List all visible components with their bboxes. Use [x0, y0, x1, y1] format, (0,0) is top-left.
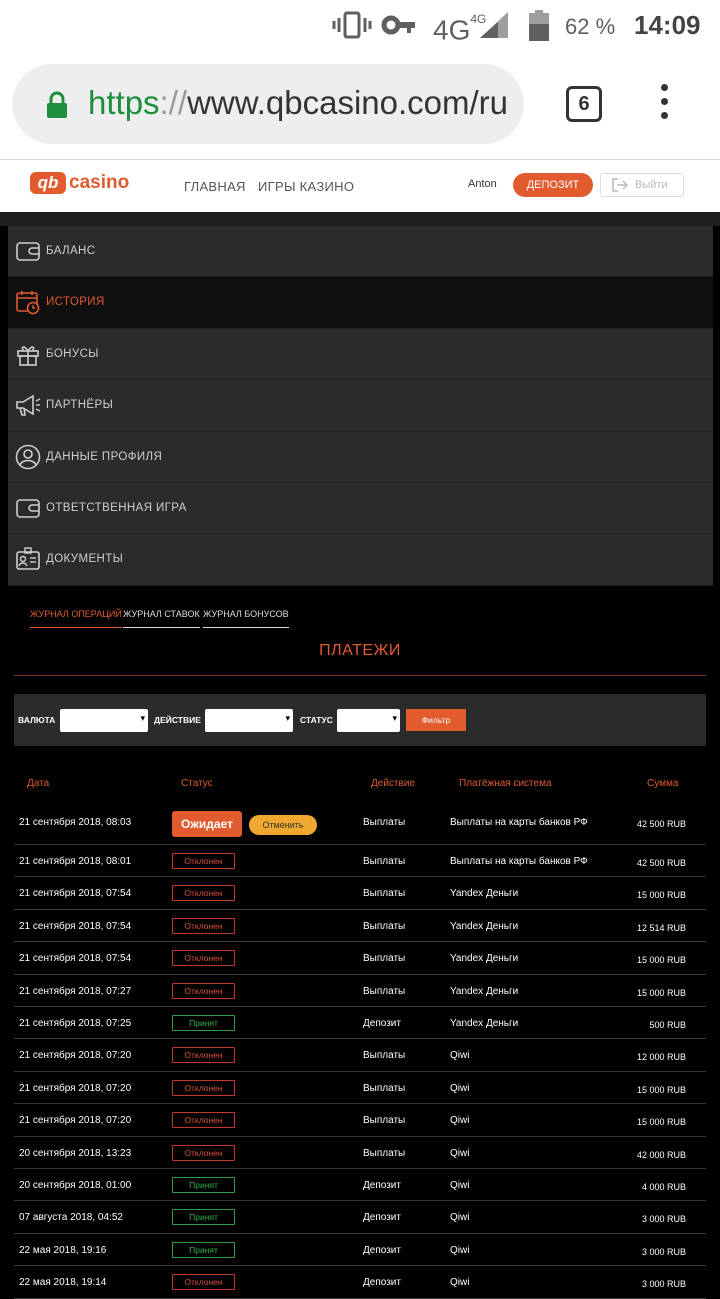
row-amount: 3 000 RUB	[641, 1279, 686, 1290]
table-row	[14, 1104, 706, 1136]
status-badge: Принят	[172, 1209, 235, 1225]
row-payment-system: Выплаты на карты банков РФ	[450, 856, 588, 867]
address-bar[interactable]	[12, 64, 524, 144]
row-date: 21 сентября 2018, 07:54	[19, 953, 132, 965]
browser-toolbar	[0, 52, 720, 160]
status-badge: Отклонен	[172, 853, 235, 869]
row-amount: 15 000 RUB	[636, 1084, 686, 1095]
row-payment-system: Qiwi	[450, 1050, 470, 1062]
nav-main-link[interactable]: ГЛАВНАЯ	[184, 179, 246, 194]
status-badge: Отклонен	[172, 1274, 235, 1290]
clock: 14:09	[634, 10, 701, 40]
logout-icon	[611, 178, 629, 192]
menu-item-label: БОНУСЫ	[46, 347, 99, 360]
table-row	[14, 942, 706, 974]
status-bar	[0, 0, 720, 52]
table-row	[14, 1007, 706, 1039]
row-action: Депозит	[363, 1212, 401, 1224]
row-action: Выплаты	[363, 888, 406, 900]
row-payment-system: Qiwi	[450, 1082, 470, 1094]
battery-percent: 62 %	[565, 14, 616, 39]
status-label: СТАТУС	[300, 715, 333, 725]
row-amount: 12 514 RUB	[636, 922, 686, 933]
menu-item-documents[interactable]	[8, 534, 713, 585]
menu-item-label: ОТВЕТСТВЕННАЯ ИГРА	[46, 501, 187, 514]
row-action: Выплаты	[363, 1115, 406, 1127]
menu-item-label: ДАННЫЕ ПРОФИЛЯ	[46, 450, 163, 463]
row-action: Выплаты	[363, 856, 406, 867]
username[interactable]: Anton	[468, 178, 497, 190]
column-header-amount: Сумма	[647, 778, 679, 789]
menu-item-label: БАЛАНС	[46, 245, 96, 257]
vibrate-icon	[334, 12, 370, 44]
menu-item-label: ДОКУМЕНТЫ	[46, 553, 124, 566]
site-logo[interactable]	[30, 172, 129, 194]
network-type-small: 4G	[470, 12, 487, 26]
row-amount: 3 000 RUB	[641, 1246, 686, 1257]
logout-label: Выйти	[635, 179, 668, 191]
currency-select[interactable]	[60, 709, 148, 732]
row-action: Депозит	[363, 1277, 401, 1289]
row-amount: 42 500 RUB	[636, 819, 686, 829]
logo-text: casino	[69, 172, 130, 193]
table-row	[14, 1072, 706, 1104]
row-amount: 3 000 RUB	[641, 1214, 686, 1225]
table-row	[14, 1169, 706, 1201]
url-host: www.qbcasino.com/ru	[187, 84, 509, 121]
table-row	[14, 801, 706, 845]
signal-icon	[478, 10, 510, 46]
column-header-action: Действие	[371, 778, 415, 789]
row-amount: 15 000 RUB	[636, 1117, 686, 1128]
url-separator: ://	[159, 84, 188, 121]
row-amount: 15 000 RUB	[636, 890, 686, 901]
nav-casino-games-link[interactable]: ИГРЫ КАЗИНО	[258, 179, 355, 194]
status-badge: Отклонен	[172, 950, 235, 966]
page-title: ПЛАТЕЖИ	[319, 642, 401, 659]
status-badge: Отклонен	[172, 885, 235, 901]
row-date: 21 сентября 2018, 08:01	[19, 856, 132, 867]
table-row	[14, 1234, 706, 1266]
user-icon	[15, 444, 41, 470]
row-date: 21 сентября 2018, 08:03	[19, 817, 132, 828]
filter-button[interactable]: Фильтр	[406, 709, 466, 731]
tab-switcher-button[interactable]: 6	[566, 86, 602, 122]
row-amount: 12 000 RUB	[636, 1052, 686, 1063]
action-select[interactable]	[205, 709, 293, 732]
status-badge: Отклонен	[172, 918, 235, 934]
row-date: 21 сентября 2018, 07:54	[19, 888, 132, 900]
filter-bar	[14, 694, 706, 746]
row-payment-system: Qiwi	[450, 1212, 470, 1224]
table-row	[14, 975, 706, 1007]
wallet-icon	[15, 238, 41, 264]
menu-item-history[interactable]	[8, 277, 713, 328]
row-date: 21 сентября 2018, 07:20	[19, 1115, 132, 1127]
wallet-icon	[15, 495, 41, 521]
status-select[interactable]	[337, 709, 400, 732]
url-text	[88, 82, 508, 124]
calendar-clock-icon	[15, 289, 41, 315]
row-payment-system: Выплаты на карты банков РФ	[450, 817, 588, 828]
row-amount: 4 000 RUB	[641, 1182, 686, 1192]
column-header-status: Статус	[181, 778, 213, 789]
row-action: Выплаты	[363, 817, 406, 828]
status-badge: Принят	[172, 1015, 235, 1031]
row-payment-system: Qiwi	[450, 1244, 470, 1256]
site-header	[0, 160, 720, 212]
row-payment-system: Yandex Деньги	[450, 985, 519, 997]
status-badge: Отклонен	[172, 1112, 235, 1128]
status-badge: Ожидает	[172, 811, 242, 837]
menu-item-label: ПАРТНЁРЫ	[46, 399, 114, 412]
row-action: Выплаты	[363, 1050, 406, 1062]
table-row	[14, 910, 706, 942]
network-type: $4G^{4G}$	[433, 12, 487, 46]
row-payment-system: Yandex Деньги	[450, 920, 519, 932]
status-badge: Отклонен	[172, 1047, 235, 1063]
megaphone-icon	[15, 392, 41, 418]
menu-item-responsible-gaming[interactable]	[8, 483, 713, 534]
row-action: Депозит	[363, 1180, 401, 1191]
vpn-key-icon	[382, 12, 416, 42]
logout-button[interactable]	[600, 173, 684, 197]
row-date: 21 сентября 2018, 07:20	[19, 1050, 132, 1062]
row-action: Выплаты	[363, 1082, 406, 1094]
tab-bonuses-journal[interactable]: ЖУРНАЛ БОНУСОВ	[203, 609, 289, 628]
row-payment-system: Qiwi	[450, 1277, 470, 1289]
row-payment-system: Qiwi	[450, 1115, 470, 1127]
column-header-payment-system: Платёжная система	[459, 778, 552, 789]
row-action: Депозит	[363, 1244, 401, 1256]
status-badge: Принят	[172, 1242, 235, 1258]
row-action: Выплаты	[363, 953, 406, 965]
row-action: Выплаты	[363, 920, 406, 932]
logo-badge: qb	[30, 172, 66, 194]
row-date: 21 сентября 2018, 07:27	[19, 985, 132, 997]
account-menu	[8, 226, 713, 586]
url-scheme: https	[88, 84, 160, 121]
menu-item-balance[interactable]	[8, 226, 713, 277]
row-payment-system: Yandex Деньги	[450, 1018, 519, 1029]
row-amount: 15 000 RUB	[636, 955, 686, 966]
action-label: ДЕЙСТВИЕ	[154, 715, 201, 725]
row-action: Выплаты	[363, 1147, 406, 1159]
row-payment-system: Qiwi	[450, 1147, 470, 1159]
menu-item-profile[interactable]	[8, 432, 713, 483]
status-badge: Отклонен	[172, 1080, 235, 1096]
row-date: 21 сентября 2018, 07:25	[19, 1018, 132, 1029]
row-action: Выплаты	[363, 985, 406, 997]
row-date: 22 мая 2018, 19:14	[19, 1277, 107, 1289]
row-date: 20 сентября 2018, 13:23	[19, 1147, 132, 1159]
status-badge: Отклонен	[172, 983, 235, 999]
title-divider	[14, 675, 706, 676]
battery-icon	[528, 10, 550, 48]
row-payment-system: Yandex Деньги	[450, 953, 519, 965]
row-date: 07 августа 2018, 04:52	[19, 1212, 123, 1224]
id-card-icon	[15, 546, 41, 572]
row-action: Депозит	[363, 1018, 401, 1029]
table-row	[14, 845, 706, 877]
deposit-button[interactable]: ДЕПОЗИТ	[513, 173, 593, 197]
cancel-button[interactable]: Отменить	[249, 815, 317, 835]
gift-icon	[15, 341, 41, 367]
row-date: 21 сентября 2018, 07:54	[19, 920, 132, 932]
currency-label: ВАЛЮТА	[18, 715, 56, 725]
menu-item-label: ИСТОРИЯ	[46, 296, 105, 309]
lock-icon	[46, 92, 68, 118]
tab-operations-journal[interactable]: ЖУРНАЛ ОПЕРАЦИЙ	[30, 609, 122, 628]
status-badge: Принят	[172, 1177, 235, 1193]
table-row	[14, 877, 706, 909]
row-amount: 42 500 RUB	[636, 858, 686, 868]
row-date: 21 сентября 2018, 07:20	[19, 1082, 132, 1094]
column-header-date: Дата	[27, 778, 50, 789]
row-payment-system: Yandex Деньги	[450, 888, 519, 900]
header-divider	[0, 212, 720, 226]
status-badge: Отклонен	[172, 1145, 235, 1161]
table-row	[14, 1266, 706, 1298]
row-payment-system: Qiwi	[450, 1180, 470, 1191]
tab-bets-journal[interactable]: ЖУРНАЛ СТАВОК	[123, 609, 200, 628]
row-date: 20 сентября 2018, 01:00	[19, 1180, 132, 1191]
table-row	[14, 1039, 706, 1071]
menu-item-bonuses[interactable]	[8, 329, 713, 380]
table-row	[14, 1137, 706, 1169]
row-amount: 15 000 RUB	[636, 987, 686, 998]
row-amount: 500 RUB	[649, 1020, 686, 1030]
menu-item-partners[interactable]	[8, 380, 713, 431]
browser-menu-icon[interactable]	[656, 84, 672, 124]
table-row	[14, 1201, 706, 1233]
row-date: 22 мая 2018, 19:16	[19, 1244, 107, 1256]
row-amount: 42 000 RUB	[636, 1149, 686, 1160]
